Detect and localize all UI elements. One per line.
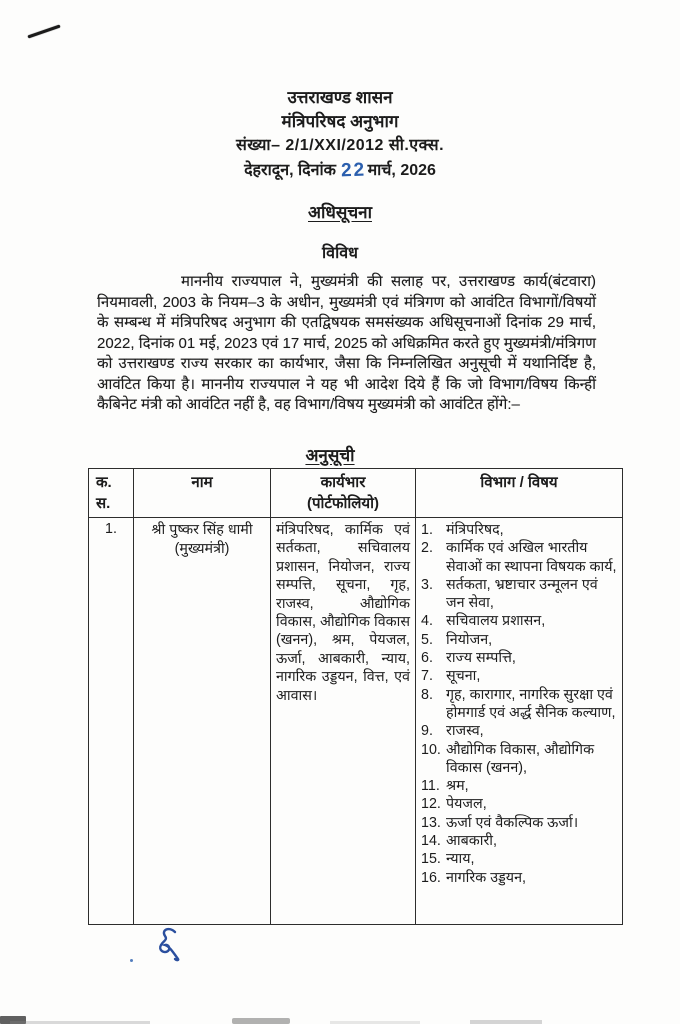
serial-header-line1: क.: [96, 474, 112, 491]
portfolio-cell: मंत्रिपरिषद, कार्मिक एवं सर्तकता, सचिवालय प्रशासन, नियोजन, राज्य सम्पत्ति, सूचना, गृह, राजस्व, औद्योगिक विकास, औद्योगिक विकास (खनन), श्रम, पेयजल, ऊर्जा, आबकारी, न्याय, नागरिक उड्डयन, वित्त, एवं आवास।: [271, 518, 416, 925]
department-item: 16. नागरिक उड्डयन,: [421, 869, 526, 886]
document-header: [0, 86, 680, 183]
order-paragraph: माननीय राज्यपाल ने, मुख्यमंत्री की सलाह पर, उत्तराखण्ड कार्य(बंटवारा) नियमावली, 2003 के नियम–3 के अधीन, मुख्यमंत्री एवं मंत्रिगण को आवंटित विभागों/विषयों के सम्बन्ध में मंत्रिपरिषद अनुभाग की एतद्विषयक समसंख्यक अधिसूचनाओं दिनांक 29 मार्च, 2022, दिनांक 01 मई, 2023 एवं 17 मार्च, 2025 को अधिक्रमित करते हुए मुख्यमंत्री/मंत्रिगण को उत्तराखण्ड राज्य सरकार का कार्यभार, जैसा कि निम्नलिखित अनुसूची में यथानिर्दिष्ट है, आवंटित किया है। माननीय राज्यपाल ने यह भी आदेश दिये हैं कि जो विभाग/विषय किन्हीं कैबिनेट मंत्री को आवंटित नहीं है, वह विभाग/विषय मुख्यमंत्री को आवंटित होंगे:–: [97, 273, 596, 413]
department-item: 2. कार्मिक एवं अखिल भारतीय सेवाओं का स्थापना विषयक कार्य,: [421, 540, 617, 575]
serial-header-line2: स.: [96, 495, 111, 512]
department-item: 3. सर्तकता, भ्रष्टाचार उन्मूलन एवं जन सेवा,: [421, 576, 598, 612]
column-header-department: विभाग / विषय: [416, 469, 623, 518]
department-item: 10. औद्योगिक विकास, औद्योगिक विकास (खनन),: [421, 741, 595, 776]
departments-list: [421, 521, 617, 887]
portfolio-header-line1: कार्यभार: [320, 474, 366, 491]
column-header-portfolio: [271, 469, 416, 518]
department-item: 15. न्याय,: [421, 851, 475, 868]
scan-smudge: [470, 1020, 542, 1024]
department-item: 12. पेयजल,: [421, 796, 487, 813]
section-name: मंत्रिपरिषद अनुभाग: [281, 112, 399, 131]
department-item: 14. आबकारी,: [421, 833, 497, 850]
department-item: 5. नियोजन,: [421, 631, 493, 648]
table-header-row: [89, 469, 623, 518]
department-item: 11. श्रम,: [421, 778, 469, 795]
place-date-prefix: देहरादून, दिनांक: [244, 162, 341, 179]
department-item: 7. सूचना,: [421, 668, 481, 685]
department-item: 1. मंत्रिपरिषद,: [421, 522, 504, 538]
reference-number: संख्या– 2/1/XXI/2012 सी.एक्स.: [235, 137, 445, 154]
place-date-suffix: मार्च, 2026: [367, 162, 436, 179]
department-item: 6. राज्य सम्पत्ति,: [421, 650, 516, 667]
portfolio-header-line2: (पोर्टफोलियो): [306, 495, 380, 512]
minister-designation: (मुख्यमंत्री): [174, 541, 230, 557]
notification-subtitle: विविध: [322, 245, 358, 262]
notification-title: अधिसूचना: [308, 203, 372, 222]
serial-cell: 1.: [89, 518, 134, 925]
department-item: 9. राजस्व,: [421, 723, 484, 740]
schedule-title: अनुसूची: [305, 446, 355, 465]
scan-smudge: [232, 1018, 290, 1024]
department-item: 4. सचिवालय प्रशासन,: [421, 613, 546, 630]
column-header-name: नाम: [134, 469, 271, 518]
pen-stroke-mark: [27, 25, 60, 39]
department-item: 13. ऊर्जा एवं वैकल्पिक ऊर्जा।: [421, 814, 579, 831]
column-header-serial: [89, 469, 134, 518]
ink-dot: [130, 959, 133, 962]
minister-name-cell: [134, 518, 271, 925]
department-item: 8. गृह, कारागार, नागरिक सुरक्षा एवं होमगार्ड एवं अर्द्ध सैनिक कल्याण,: [421, 686, 616, 721]
government-name: उत्तराखण्ड शासन: [287, 88, 393, 107]
allocation-table: [88, 468, 623, 925]
table-row: [89, 518, 623, 925]
signature-mark: [156, 926, 190, 968]
place-date-line: [0, 158, 680, 183]
handwritten-day: 22: [341, 159, 367, 182]
minister-name: श्री पुष्कर सिंह धामी: [151, 522, 253, 538]
departments-cell: [416, 518, 623, 925]
